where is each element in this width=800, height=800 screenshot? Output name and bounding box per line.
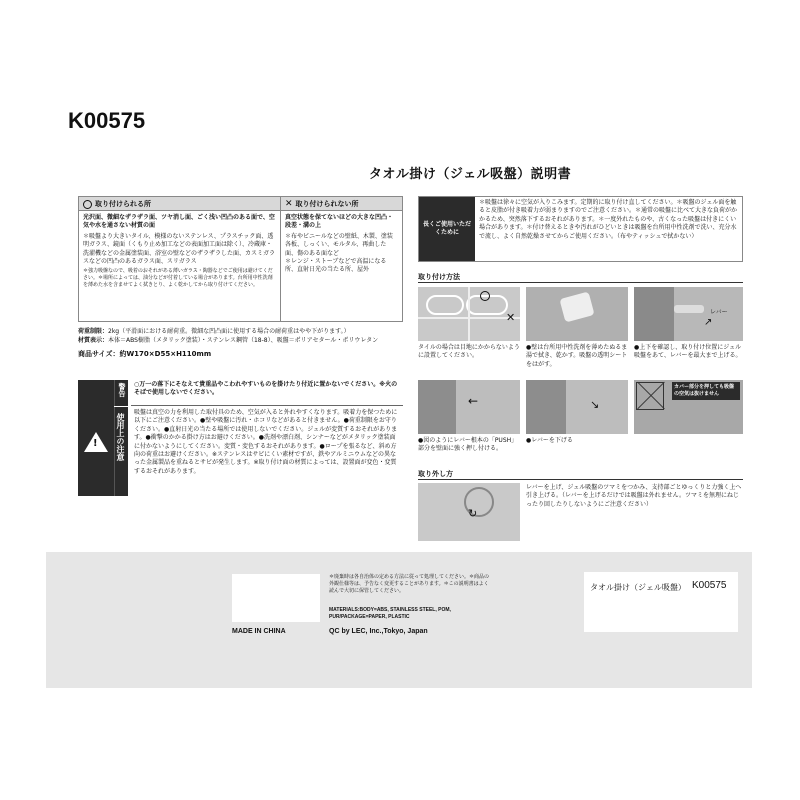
circle-icon — [83, 200, 92, 209]
load-label: 荷重制限： — [78, 328, 109, 335]
product-label — [584, 572, 738, 632]
unsuitable-title: 取り付けられない所 — [295, 200, 359, 208]
arrow-down-icon: ↘ — [590, 398, 600, 411]
suitable-section — [79, 197, 281, 321]
lever-down-photo — [526, 380, 628, 434]
long-use-panel — [418, 196, 743, 262]
long-use-label: 長くご使用いただくために — [419, 197, 475, 261]
arrow-up-icon: ↗ — [704, 317, 713, 328]
cross-icon: ✕ — [285, 199, 293, 209]
long-use-text: ＊吸盤は徐々に空気が入りこみます。定期的に取り付け直してください。＊吸盤のジェル面を触ると皮脂が付き吸着力が弱まりますのでご注意ください。＊通常の吸盤に比べて大きな負荷がかかるため、突然落下するおそれがあります。＊一度外れたものや、古くなった吸盤は付きにくい場合があります。＊付け替えるときや汚れがひどいときは吸盤を台所用中性洗剤で洗い、充分水で流し、よく自然乾燥させてからご使用ください。（布やティッシュで拭かない） — [479, 199, 738, 240]
cover-photo — [634, 380, 743, 434]
attach-photo — [634, 287, 743, 341]
material-value: 本体＝ABS樹脂（メタリック塗装）・ステンレス鋼管（18-8）、吸盤＝ポリアセタール・ポリウレタン — [108, 337, 379, 345]
warning-text: ○万一の落下にそなえて貴重品やこわれやすいものを掛けたり付近に置かないでください。※火のそばで使用しないでください。 — [131, 380, 403, 406]
material-label: 材質表示： — [78, 337, 109, 345]
caution-sidebar: ! — [78, 380, 114, 496]
ng-box-icon — [636, 382, 664, 410]
size-value: 約W170×D55×H110mm — [119, 349, 212, 358]
unsuitable-section — [281, 197, 402, 321]
remove-text: レバーを上げ、ジェル吸盤のツマミをつかみ、支持部ごとゆっくりと力強く上へ引き上げる。（レバーを上げるだけでは吸盤は外れません。ツマミを無理にねじったり回したりしないようにご注意ください） — [526, 484, 742, 508]
materials-text: MATERIALS:BODY=ABS, STAINLESS STEEL, POM, PUR/PACKAGE=PAPER, PLASTIC — [329, 607, 451, 620]
unsuitable-bold: 真空状態を保てないほどの大きな凹凸・段差・溝の上 — [285, 214, 394, 230]
install-step-5: ●レバーを下げる — [526, 437, 573, 444]
barcode-blank — [232, 574, 320, 622]
document-title: タオル掛け（ジェル吸盤）説明書 — [368, 167, 572, 182]
warning-tag: 警告 — [114, 380, 128, 406]
product-code: K00575 — [68, 108, 146, 133]
footer-area — [46, 552, 752, 688]
arrow-left-icon: ← — [468, 394, 479, 408]
install-step-2: ●壁は台所用中性洗剤を薄めたぬるま湯で拭き、乾かす。吸盤の透明シートをはがす。 — [526, 344, 628, 368]
size-label: 商品サイズ： — [78, 349, 120, 358]
ok-circle-icon — [480, 291, 490, 301]
load-value: 2kg（平滑面における耐荷重。微細な凹凸面に使用する場合の耐荷重はやや下がります。） — [108, 328, 350, 335]
caution-text: 吸盤は真空の力を利用した取付具のため、空気が入ると外れやすくなります。吸着力を保つために以下にご注意ください。●壁や吸盤に汚れ・ホコリなどがあると付きません。●荷重制限をお守りください。●直射日光の当たる場所では使用しないでください。ジェルが変質するおそれがあります。●衝撃のかかる掛け方はお避けください。●洗剤や漂白剤、シンナーなどがメタリック塗装面に付かないようにしてください。変質・変色するおそれがあります。●ロープを張るなど、斜め方向の荷重はお避けください。※ステンレスはサビにくい素材ですが、鉄やアルミニウムなどの異なった金属製品を重ねるとサビが発生します。※取り付け面の材質によっては、設置面が変色・変質するおそれがあります。 — [134, 409, 398, 475]
caution-tag: 使用上の注意 — [114, 407, 128, 496]
install-title: 取り付け方法 — [418, 272, 743, 283]
suitable-note: ＊強力吸盤なので、吸着のおそれがある薄いガラス・陶器などでご使用は避けてください。＊場所によっては、油分などが付着している場合があります。台所用中性洗剤を薄めた水を含ませてよく拭きとり、よく乾かしてから取り付けてください。 — [83, 268, 273, 289]
install-step-4: ●図のようにレバー根本の「PUSH」部分を壁面に強く押し付ける。 — [418, 437, 518, 453]
suitable-title: 取り付けられる所 — [95, 200, 151, 208]
made-in: MADE IN CHINA — [232, 628, 286, 635]
lever-label: レバー — [710, 309, 728, 316]
cover-note: カバー部分を押しても吸盤の空気は抜けません — [672, 382, 740, 400]
tile-diagram — [418, 287, 520, 341]
label-name: タオル掛け（ジェル吸盤） — [590, 583, 686, 592]
install-step-3: ●上下を確認し、取り付け位置にジェル吸盤をあて、レバーを最大まで上げる。 — [634, 344, 742, 360]
placement-panel — [78, 196, 403, 322]
unsuitable-body: ＊布やビニールなどの壁紙、木製、塗装各板、しっくい、モルタル、再曲した面、傷のある面など ＊レンジ・ストーブなどで高温になる所、直射日光の当たる所、屋外 — [285, 232, 393, 274]
label-code: K00575 — [692, 580, 727, 591]
install-step-1: タイルの場合は目地にかからないように設置してください。 — [418, 344, 520, 360]
arrow-rotate-icon: ↻ — [468, 507, 478, 520]
remove-photo — [418, 483, 520, 541]
remove-title: 取り外し方 — [418, 469, 743, 480]
suitable-body: ＊吸盤より大きいタイル、模様のないステンレス、プラスチック面、透明ガラス、鏡面（くもり止め加工などの表面加工面は除く）、冷蔵庫・洗濯機などの金属塗装面、浴室の壁などのザラザラした面、カスミガラスなどの凹凸のあるガラス面、スリガラス — [83, 232, 276, 266]
specs — [78, 328, 403, 358]
disposal-note: ＊廃棄時は各自治体の定める方法に従って処理してください。＊商品の外観仕様等は、予告なく変更することがあります。＊この説明書はよく読んで大切に保管してください。 — [329, 574, 490, 594]
push-photo — [418, 380, 520, 434]
maker: QC by LEC, Inc.,Tokyo, Japan — [329, 628, 428, 635]
wiping-photo — [526, 287, 628, 341]
ng-cross-icon: ✕ — [506, 311, 516, 324]
suitable-bold: 光沢面、微細なザラザラ面、ツヤ消し面、ごく浅い凹凸のある面で、空気や水を通さない材質の面 — [83, 214, 275, 230]
